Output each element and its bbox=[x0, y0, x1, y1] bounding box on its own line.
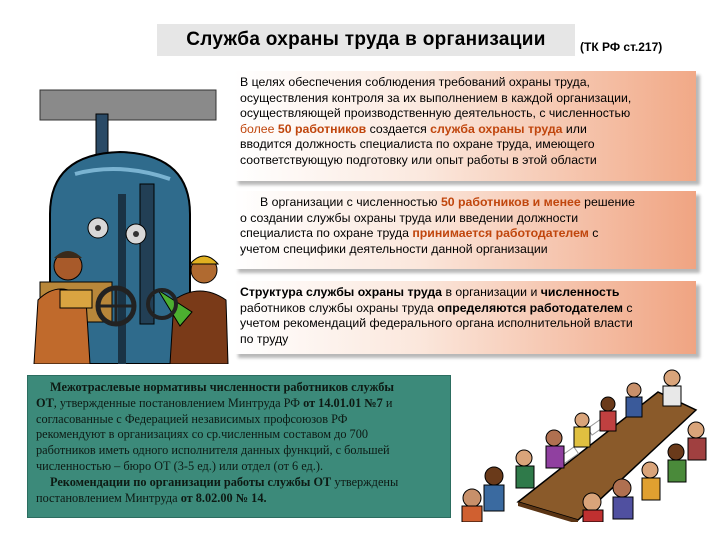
norms-line: согласованные с Федерацией независимых профсоюзов РФ bbox=[36, 411, 348, 426]
box3-text: в организации и bbox=[442, 285, 541, 299]
box2-line bbox=[240, 195, 690, 211]
box1-highlight: служба охраны труда bbox=[430, 121, 563, 136]
box3-line: по труду bbox=[240, 331, 289, 346]
box2-text: специалиста по охране труда bbox=[240, 226, 413, 240]
meeting-illustration bbox=[458, 352, 716, 522]
box2-highlight: принимается работодателем bbox=[412, 226, 589, 240]
box2-highlight: 50 работников и менее bbox=[440, 195, 581, 209]
box1-highlight: 50 работников bbox=[277, 121, 367, 136]
box1-line: осуществления контроля за их выполнением в каждой организации, bbox=[240, 90, 632, 105]
box2-text: решение bbox=[580, 195, 636, 209]
norms-highlight: от 14.01.01 №7 bbox=[303, 395, 383, 410]
norms-highlight: ОТ bbox=[36, 395, 54, 410]
norms-text: постановлением Минтруда bbox=[36, 490, 181, 505]
norms-highlight: от 8.02.00 № 14. bbox=[180, 490, 267, 505]
box3-line bbox=[240, 285, 690, 301]
norms-text: и bbox=[382, 395, 393, 410]
box1-text: более bbox=[240, 121, 278, 136]
box1-line bbox=[240, 122, 690, 138]
norms-box bbox=[27, 375, 451, 518]
box3-line: учетом рекомендаций федерального органа исполнительной власти bbox=[240, 316, 633, 330]
box1-line: осуществляющей производственную деятельность, с численностью bbox=[240, 106, 631, 120]
box1-line: В целях обеспечения соблюдения требований охраны труда, bbox=[240, 75, 590, 89]
norms-text: утверждены bbox=[331, 474, 399, 489]
norms-line bbox=[36, 396, 442, 412]
box2-line: о создании службы охраны труда или введении должности bbox=[240, 210, 579, 225]
box1-text: или bbox=[562, 121, 587, 136]
norms-line: рекомендуют в организациях со ср.численным составом до 700 bbox=[36, 427, 368, 442]
box3-line bbox=[240, 301, 690, 317]
norms-line bbox=[36, 491, 442, 507]
title-reference: (ТК РФ ст.217) bbox=[580, 40, 663, 54]
box3-text: работников службы охраны труда bbox=[240, 300, 438, 315]
norms-line bbox=[36, 475, 442, 491]
page-title-text: Служба охраны труда в организации bbox=[186, 29, 546, 50]
norms-line: численностью – бюро ОТ (3-5 ед.) или отдел (от 6 ед.). bbox=[36, 458, 324, 473]
norms-highlight: Рекомендации по организации работы службы ОТ bbox=[50, 474, 332, 489]
info-box-structure bbox=[234, 281, 696, 354]
box3-highlight: определяются работодателем bbox=[437, 300, 623, 315]
box1-line: соответствующую подготовку или опыт работы в этой области bbox=[240, 152, 597, 167]
box2-text: В организации с численностью bbox=[260, 195, 441, 209]
info-box-over-50 bbox=[234, 71, 696, 181]
box2-line bbox=[240, 226, 690, 242]
workers-illustration bbox=[20, 64, 230, 364]
norms-text: , утвержденные постановлением Минтруда РФ bbox=[53, 395, 304, 410]
info-box-50-or-less bbox=[234, 191, 696, 269]
box2-line: учетом специфики деятельности данной организации bbox=[240, 241, 548, 256]
norms-line: работников иметь одного исполнителя данных функций, с большей bbox=[36, 443, 390, 458]
box3-highlight: Структура службы охраны труда bbox=[240, 285, 443, 299]
box2-text: с bbox=[588, 226, 599, 240]
box3-text: с bbox=[622, 300, 633, 315]
norms-line: Межотраслевые нормативы численности работников службы bbox=[50, 380, 395, 394]
box1-text: создается bbox=[366, 121, 431, 136]
box3-highlight: численность bbox=[540, 285, 620, 299]
box1-line: вводится должность специалиста по охране труда, имеющего bbox=[240, 137, 595, 151]
page-title bbox=[157, 24, 575, 56]
